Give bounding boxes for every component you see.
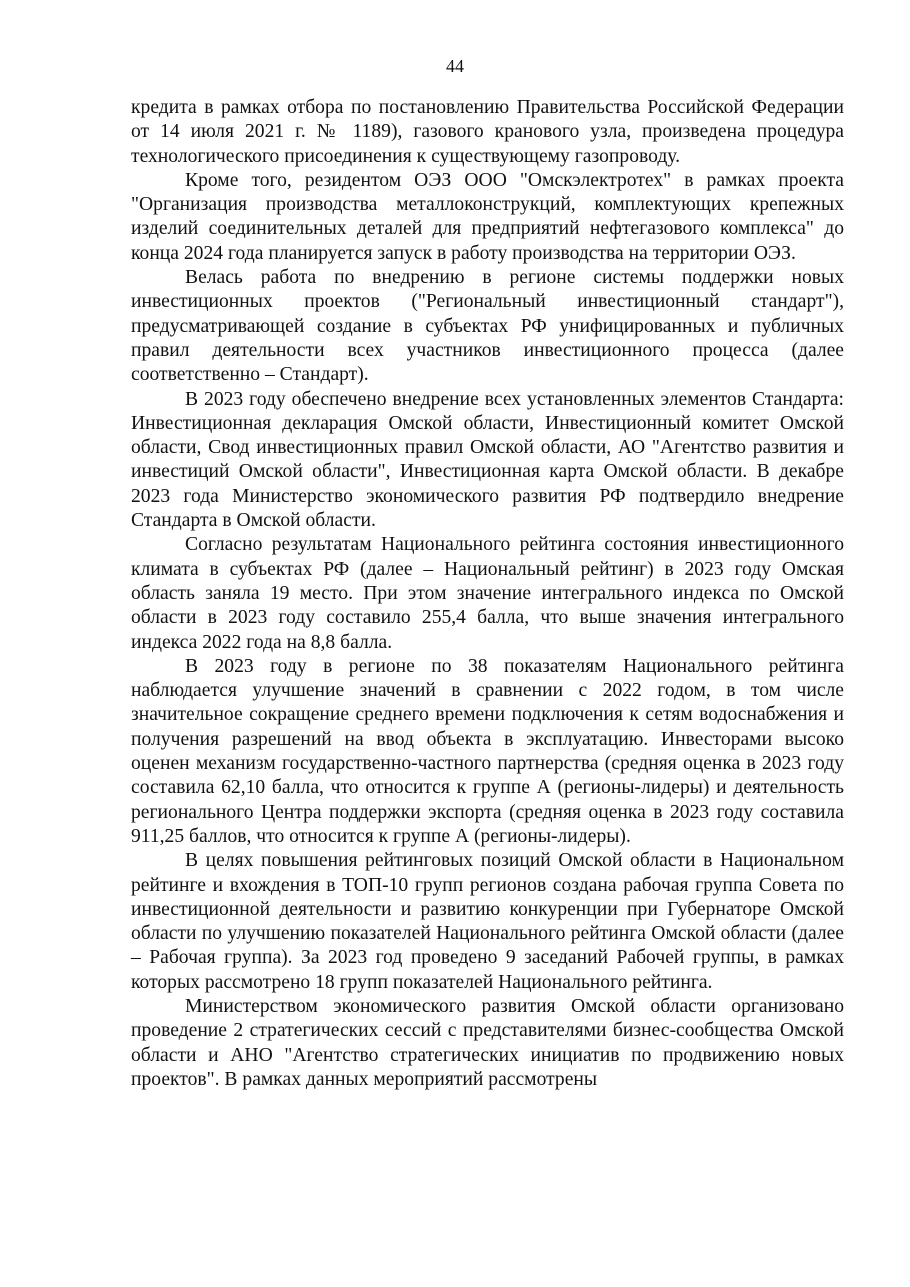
body-text — [131, 96, 844, 1092]
paragraph-continuation: кредита в рамках отбора по постановлению Правительства Российской Федерации от 14 июля 2021 г. № 1189), газового кранового узла, произведена процедура технологического присоединения к существующему газопроводу. — [131, 97, 844, 167]
paragraph-national-rating: Согласно результатам Национального рейтинга состояния инвестиционного климата в субъектах РФ (далее – Национальный рейтинг) в 2023 году Омская область заняла 19 место. При этом значение интегрального индекса по Омской области в 2023 году составило 255,4 балла, что выше значения интегрального индекса 2022 года на 8,8 балла. — [131, 534, 844, 653]
paragraph-strategic-sessions: Министерством экономического развития Омской области организовано проведение 2 стратегических сессий с представителями бизнес-сообщества Омской области и АНО "Агентство стратегических инициатив по продвижению новых проектов". В рамках данных мероприятий рассмотрены — [131, 995, 844, 1090]
page-number: 44 — [446, 56, 464, 76]
paragraph-rating-indicators: В 2023 году в регионе по 38 показателям Национального рейтинга наблюдается улучшение значений в сравнении с 2022 годом, в том числе значительное сокращение среднего времени подключения к сетям водоснабжения и получения разрешений на ввод объекта в эксплуатацию. Инвесторами высоко оценен механизм государственно-частного партнерства (средняя оценка в 2023 году составила 62,10 балла, что относится к группе А (регионы-лидеры) и деятельность регионального Центра поддержки экспорта (средняя оценка в 2023 году составила 911,25 баллов, что относится к группе А (регионы-лидеры). — [131, 655, 844, 847]
paragraph-investment-standard: Велась работа по внедрению в регионе системы поддержки новых инвестиционных проектов ("Региональный инвестиционный стандарт"), предусматривающей создание в субъектах РФ унифицированных и публичных правил деятельности всех участников инвестиционного процесса (далее соответственно – Стандарт). — [131, 267, 844, 386]
paragraph-omskelektrotekh: Кроме того, резидентом ОЭЗ ООО "Омскэлектротех" в рамках проекта "Организация производства металлоконструкций, комплектующих крепежных изделий соединительных деталей для предприятий нефтегазового комплекса" до конца 2024 года планируется запуск в работу производства на территории ОЭЗ. — [131, 169, 844, 264]
paragraph-standard-elements: В 2023 году обеспечено внедрение всех установленных элементов Стандарта: Инвестиционная декларация Омской области, Инвестиционный комитет Омской области, Свод инвестиционных правил Омской области, АО "Агентство развития и инвестиций Омской области", Инвестиционная карта Омской области. В декабре 2023 года Министерство экономического развития РФ подтвердило внедрение Стандарта в Омской области. — [131, 388, 844, 532]
paragraph-working-group: В целях повышения рейтинговых позиций Омской области в Национальном рейтинге и вхождения в ТОП-10 групп регионов создана рабочая группа Совета по инвестиционной деятельности и развитию конкуренции при Губернаторе Омской области по улучшению показателей Национального рейтинга Омской области (далее – Рабочая группа). За 2023 год проведено 9 заседаний Рабочей группы, в рамках которых рассмотрено 18 групп показателей Национального рейтинга. — [131, 850, 844, 993]
